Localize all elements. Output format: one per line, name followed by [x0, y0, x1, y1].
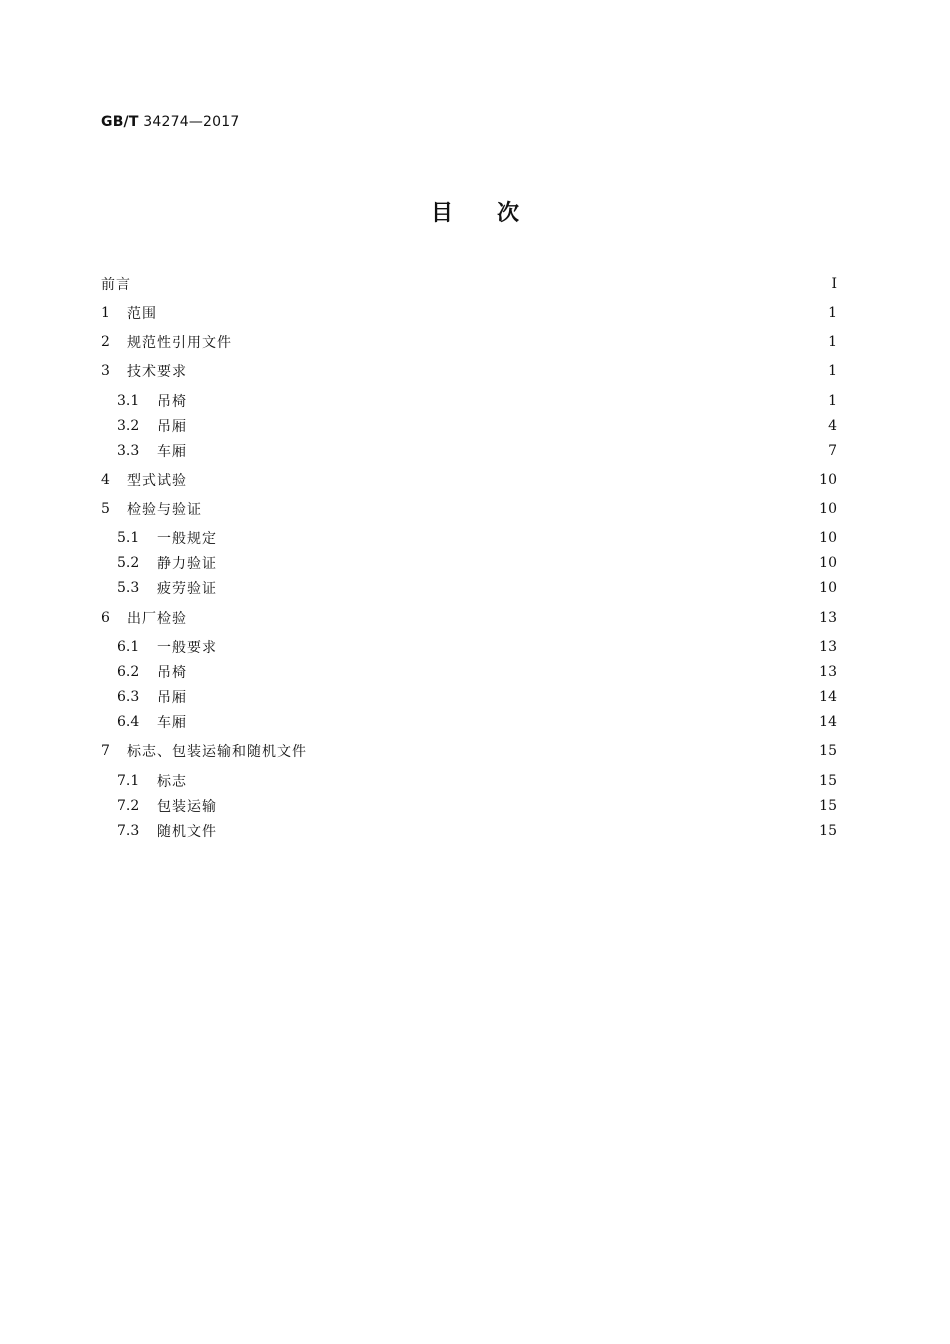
toc-entry-page: 1 [828, 363, 837, 379]
standard-prefix: GB/T [101, 114, 139, 130]
toc-entry[interactable] [101, 302, 837, 324]
toc-entry-number: 2 [101, 334, 110, 350]
toc-dot-leader [193, 715, 815, 729]
toc-entry-label: 吊厢 [157, 419, 187, 435]
toc-entry-page: 10 [819, 472, 837, 488]
toc-entry-label: 静力验证 [157, 556, 217, 572]
toc-entry[interactable] [101, 469, 837, 491]
toc-entry[interactable] [101, 577, 837, 599]
toc-entry-number: 6 [101, 610, 110, 626]
document-code [101, 114, 239, 130]
toc-entry-label: 规范性引用文件 [127, 335, 232, 351]
toc-entry-label: 吊椅 [157, 394, 187, 410]
toc-entry-label: 车厢 [157, 715, 187, 731]
toc-entry-number: 5.2 [117, 555, 140, 571]
toc-entry-page: 10 [819, 501, 837, 517]
toc-entry-number: 7.3 [117, 823, 140, 839]
toc-dot-leader [223, 640, 815, 654]
toc-entry-page: Ⅰ [831, 276, 837, 292]
toc-entry[interactable] [101, 331, 837, 353]
toc-entry[interactable] [101, 552, 837, 574]
toc-entry-label: 随机文件 [157, 824, 217, 840]
toc-dot-leader [208, 502, 815, 516]
toc-entry[interactable] [101, 636, 837, 658]
toc-dot-leader [223, 799, 815, 813]
toc-entry-number: 3.2 [117, 418, 140, 434]
standard-number: 34274—2017 [143, 114, 240, 130]
toc-dot-leader [137, 277, 823, 291]
toc-entry-label: 型式试验 [127, 473, 187, 489]
title-char-1: 目 [430, 201, 453, 226]
toc-entry-number: 3.1 [117, 393, 140, 409]
toc-entry-page: 1 [828, 334, 837, 350]
toc-entry[interactable] [101, 795, 837, 817]
toc-entry-label: 技术要求 [127, 364, 187, 380]
toc-dot-leader [223, 531, 815, 545]
toc-entry-number: 7.2 [117, 798, 140, 814]
toc-entry-label: 车厢 [157, 444, 187, 460]
toc-entry-page: 4 [828, 418, 837, 434]
toc-dot-leader [193, 364, 823, 378]
toc-entry-page: 14 [819, 714, 837, 730]
toc-entry-page: 10 [819, 530, 837, 546]
toc-entry-page: 1 [828, 305, 837, 321]
toc-entry-number: 7.1 [117, 773, 140, 789]
toc-entry-page: 13 [819, 639, 837, 655]
toc-dot-leader [193, 419, 823, 433]
toc-entry-number: 5.3 [117, 580, 140, 596]
toc-entry[interactable] [101, 527, 837, 549]
toc-dot-leader [238, 335, 823, 349]
title-char-2: 次 [497, 201, 520, 226]
toc-entry-page: 14 [819, 689, 837, 705]
toc-entry[interactable] [101, 711, 837, 733]
page-title [0, 196, 950, 227]
toc-entry-number: 1 [101, 305, 110, 321]
toc-entry-number: 6.1 [117, 639, 140, 655]
toc-dot-leader [163, 306, 823, 320]
toc-entry[interactable] [101, 360, 837, 382]
toc-entry[interactable] [101, 686, 837, 708]
toc-entry-page: 15 [819, 823, 837, 839]
toc-entry-number: 3.3 [117, 443, 140, 459]
toc-entry-page: 15 [819, 743, 837, 759]
toc-dot-leader [193, 774, 815, 788]
toc-entry-number: 5.1 [117, 530, 140, 546]
toc-entry-label: 一般规定 [157, 531, 217, 547]
toc-entry[interactable] [101, 273, 837, 295]
toc-dot-leader [193, 665, 815, 679]
toc-entry[interactable] [101, 440, 837, 462]
toc-dot-leader [223, 581, 815, 595]
toc-entry-label: 范围 [127, 306, 157, 322]
toc-entry-number: 3 [101, 363, 110, 379]
toc-entry-label: 包装运输 [157, 799, 217, 815]
toc-dot-leader [223, 824, 815, 838]
toc-entry-label: 检验与验证 [127, 502, 202, 518]
toc-entry[interactable] [101, 498, 837, 520]
toc-entry-number: 6.3 [117, 689, 140, 705]
toc-entry-label: 出厂检验 [127, 611, 187, 627]
toc-entry-label: 疲劳验证 [157, 581, 217, 597]
toc-entry-label: 前言 [101, 277, 131, 293]
toc-entry[interactable] [101, 390, 837, 412]
toc-entry-page: 10 [819, 555, 837, 571]
toc-entry-label: 一般要求 [157, 640, 217, 656]
toc-entry-label: 吊厢 [157, 690, 187, 706]
toc-entry[interactable] [101, 740, 837, 762]
toc-entry-number: 6.4 [117, 714, 140, 730]
toc-dot-leader [193, 394, 823, 408]
toc-entry-label: 标志、包装运输和随机文件 [127, 744, 307, 760]
toc-entry-label: 标志 [157, 774, 187, 790]
toc-entry-page: 13 [819, 664, 837, 680]
toc-entry-page: 15 [819, 798, 837, 814]
toc-entry-page: 7 [828, 443, 837, 459]
toc-dot-leader [193, 611, 815, 625]
toc-entry[interactable] [101, 820, 837, 842]
toc-entry-page: 1 [828, 393, 837, 409]
toc-entry-number: 7 [101, 743, 110, 759]
toc-entry-label: 吊椅 [157, 665, 187, 681]
toc-entry[interactable] [101, 770, 837, 792]
toc-entry-number: 5 [101, 501, 110, 517]
toc-entry-page: 13 [819, 610, 837, 626]
toc-entry-number: 4 [101, 472, 110, 488]
toc-entry[interactable] [101, 607, 837, 629]
toc-dot-leader [313, 744, 815, 758]
toc-dot-leader [193, 473, 815, 487]
toc-dot-leader [193, 690, 815, 704]
toc-entry-page: 10 [819, 580, 837, 596]
toc-dot-leader [223, 556, 815, 570]
toc-entry[interactable] [101, 661, 837, 683]
toc-entry[interactable] [101, 415, 837, 437]
toc-dot-leader [193, 444, 823, 458]
toc-entry-number: 6.2 [117, 664, 140, 680]
toc-entry-page: 15 [819, 773, 837, 789]
